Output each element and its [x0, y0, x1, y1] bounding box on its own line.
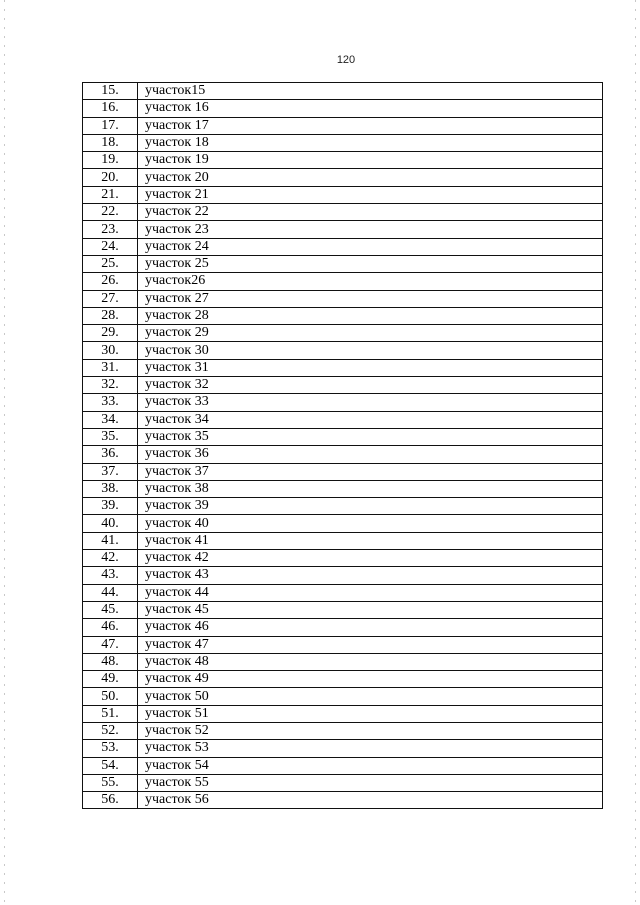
row-number-cell: 49.: [83, 671, 138, 688]
plot-name-cell: участок 22: [138, 204, 603, 221]
table-row: [83, 204, 603, 221]
scan-edge-left: [4, 0, 5, 905]
table-row: [83, 584, 603, 601]
row-number-cell: 26.: [83, 273, 138, 290]
table-row: [83, 100, 603, 117]
plot-name-cell: участок15: [138, 83, 603, 100]
table-row: [83, 498, 603, 515]
row-number-cell: 55.: [83, 774, 138, 791]
row-number-cell: 15.: [83, 83, 138, 100]
table-row: [83, 550, 603, 567]
plot-name-cell: участок 49: [138, 671, 603, 688]
table-row: [83, 463, 603, 480]
row-number-cell: 51.: [83, 705, 138, 722]
row-number-cell: 48.: [83, 653, 138, 670]
row-number-cell: 16.: [83, 100, 138, 117]
plot-name-cell: участок 39: [138, 498, 603, 515]
table-row: [83, 117, 603, 134]
plot-name-cell: участок 53: [138, 740, 603, 757]
row-number-cell: 45.: [83, 601, 138, 618]
table-row: [83, 255, 603, 272]
table-row: [83, 671, 603, 688]
row-number-cell: 33.: [83, 394, 138, 411]
plot-name-cell: участок 34: [138, 411, 603, 428]
table-row: [83, 636, 603, 653]
row-number-cell: 17.: [83, 117, 138, 134]
table-row: [83, 411, 603, 428]
table-row: [83, 532, 603, 549]
plot-name-cell: участок 43: [138, 567, 603, 584]
row-number-cell: 34.: [83, 411, 138, 428]
plot-name-cell: участок 21: [138, 186, 603, 203]
table-row: [83, 515, 603, 532]
plot-name-cell: участок 35: [138, 428, 603, 445]
plots-table: [82, 82, 603, 809]
table-row: [83, 359, 603, 376]
plot-name-cell: участок 47: [138, 636, 603, 653]
plot-name-cell: участок 23: [138, 221, 603, 238]
table-row: [83, 307, 603, 324]
table-body: [83, 83, 603, 809]
table-row: [83, 152, 603, 169]
row-number-cell: 56.: [83, 792, 138, 809]
plot-name-cell: участок 18: [138, 134, 603, 151]
row-number-cell: 50.: [83, 688, 138, 705]
table-row: [83, 740, 603, 757]
plot-name-cell: участок 54: [138, 757, 603, 774]
row-number-cell: 18.: [83, 134, 138, 151]
row-number-cell: 21.: [83, 186, 138, 203]
plot-name-cell: участок 51: [138, 705, 603, 722]
plot-name-cell: участок26: [138, 273, 603, 290]
row-number-cell: 43.: [83, 567, 138, 584]
table-row: [83, 705, 603, 722]
table-row: [83, 757, 603, 774]
plot-name-cell: участок 28: [138, 307, 603, 324]
table-row: [83, 774, 603, 791]
table-row: [83, 480, 603, 497]
plot-name-cell: участок 31: [138, 359, 603, 376]
plot-name-cell: участок 48: [138, 653, 603, 670]
table-row: [83, 722, 603, 739]
plot-name-cell: участок 33: [138, 394, 603, 411]
row-number-cell: 39.: [83, 498, 138, 515]
row-number-cell: 24.: [83, 238, 138, 255]
row-number-cell: 37.: [83, 463, 138, 480]
table-row: [83, 290, 603, 307]
plot-name-cell: участок 37: [138, 463, 603, 480]
row-number-cell: 19.: [83, 152, 138, 169]
row-number-cell: 28.: [83, 307, 138, 324]
table-row: [83, 394, 603, 411]
row-number-cell: 25.: [83, 255, 138, 272]
row-number-cell: 20.: [83, 169, 138, 186]
plot-name-cell: участок 50: [138, 688, 603, 705]
table-row: [83, 567, 603, 584]
row-number-cell: 29.: [83, 325, 138, 342]
plot-name-cell: участок 16: [138, 100, 603, 117]
table-row: [83, 342, 603, 359]
plot-name-cell: участок 24: [138, 238, 603, 255]
table-row: [83, 325, 603, 342]
table-row: [83, 273, 603, 290]
plot-name-cell: участок 45: [138, 601, 603, 618]
table-row: [83, 688, 603, 705]
row-number-cell: 30.: [83, 342, 138, 359]
plot-name-cell: участок 46: [138, 619, 603, 636]
table-row: [83, 186, 603, 203]
plot-name-cell: участок 17: [138, 117, 603, 134]
plot-name-cell: участок 32: [138, 377, 603, 394]
row-number-cell: 36.: [83, 446, 138, 463]
table-row: [83, 446, 603, 463]
row-number-cell: 40.: [83, 515, 138, 532]
row-number-cell: 53.: [83, 740, 138, 757]
table-row: [83, 238, 603, 255]
plot-name-cell: участок 27: [138, 290, 603, 307]
table-row: [83, 377, 603, 394]
row-number-cell: 32.: [83, 377, 138, 394]
plot-name-cell: участок 41: [138, 532, 603, 549]
plot-name-cell: участок 42: [138, 550, 603, 567]
plot-name-cell: участок 36: [138, 446, 603, 463]
plot-name-cell: участок 29: [138, 325, 603, 342]
plot-name-cell: участок 30: [138, 342, 603, 359]
row-number-cell: 27.: [83, 290, 138, 307]
plot-name-cell: участок 44: [138, 584, 603, 601]
row-number-cell: 54.: [83, 757, 138, 774]
table-row: [83, 134, 603, 151]
plot-name-cell: участок 56: [138, 792, 603, 809]
row-number-cell: 35.: [83, 428, 138, 445]
row-number-cell: 23.: [83, 221, 138, 238]
table-row: [83, 83, 603, 100]
table-row: [83, 792, 603, 809]
plot-name-cell: участок 40: [138, 515, 603, 532]
table-row: [83, 601, 603, 618]
row-number-cell: 52.: [83, 722, 138, 739]
table-row: [83, 428, 603, 445]
row-number-cell: 41.: [83, 532, 138, 549]
page-number: 120: [336, 54, 356, 66]
table-row: [83, 221, 603, 238]
row-number-cell: 44.: [83, 584, 138, 601]
plot-name-cell: участок 38: [138, 480, 603, 497]
plot-name-cell: участок 55: [138, 774, 603, 791]
plot-name-cell: участок 52: [138, 722, 603, 739]
table-row: [83, 653, 603, 670]
plot-name-cell: участок 25: [138, 255, 603, 272]
table-row: [83, 169, 603, 186]
row-number-cell: 46.: [83, 619, 138, 636]
table-row: [83, 619, 603, 636]
plot-name-cell: участок 20: [138, 169, 603, 186]
row-number-cell: 31.: [83, 359, 138, 376]
row-number-cell: 47.: [83, 636, 138, 653]
row-number-cell: 22.: [83, 204, 138, 221]
row-number-cell: 38.: [83, 480, 138, 497]
row-number-cell: 42.: [83, 550, 138, 567]
scan-edge-right: [635, 0, 636, 905]
plot-name-cell: участок 19: [138, 152, 603, 169]
